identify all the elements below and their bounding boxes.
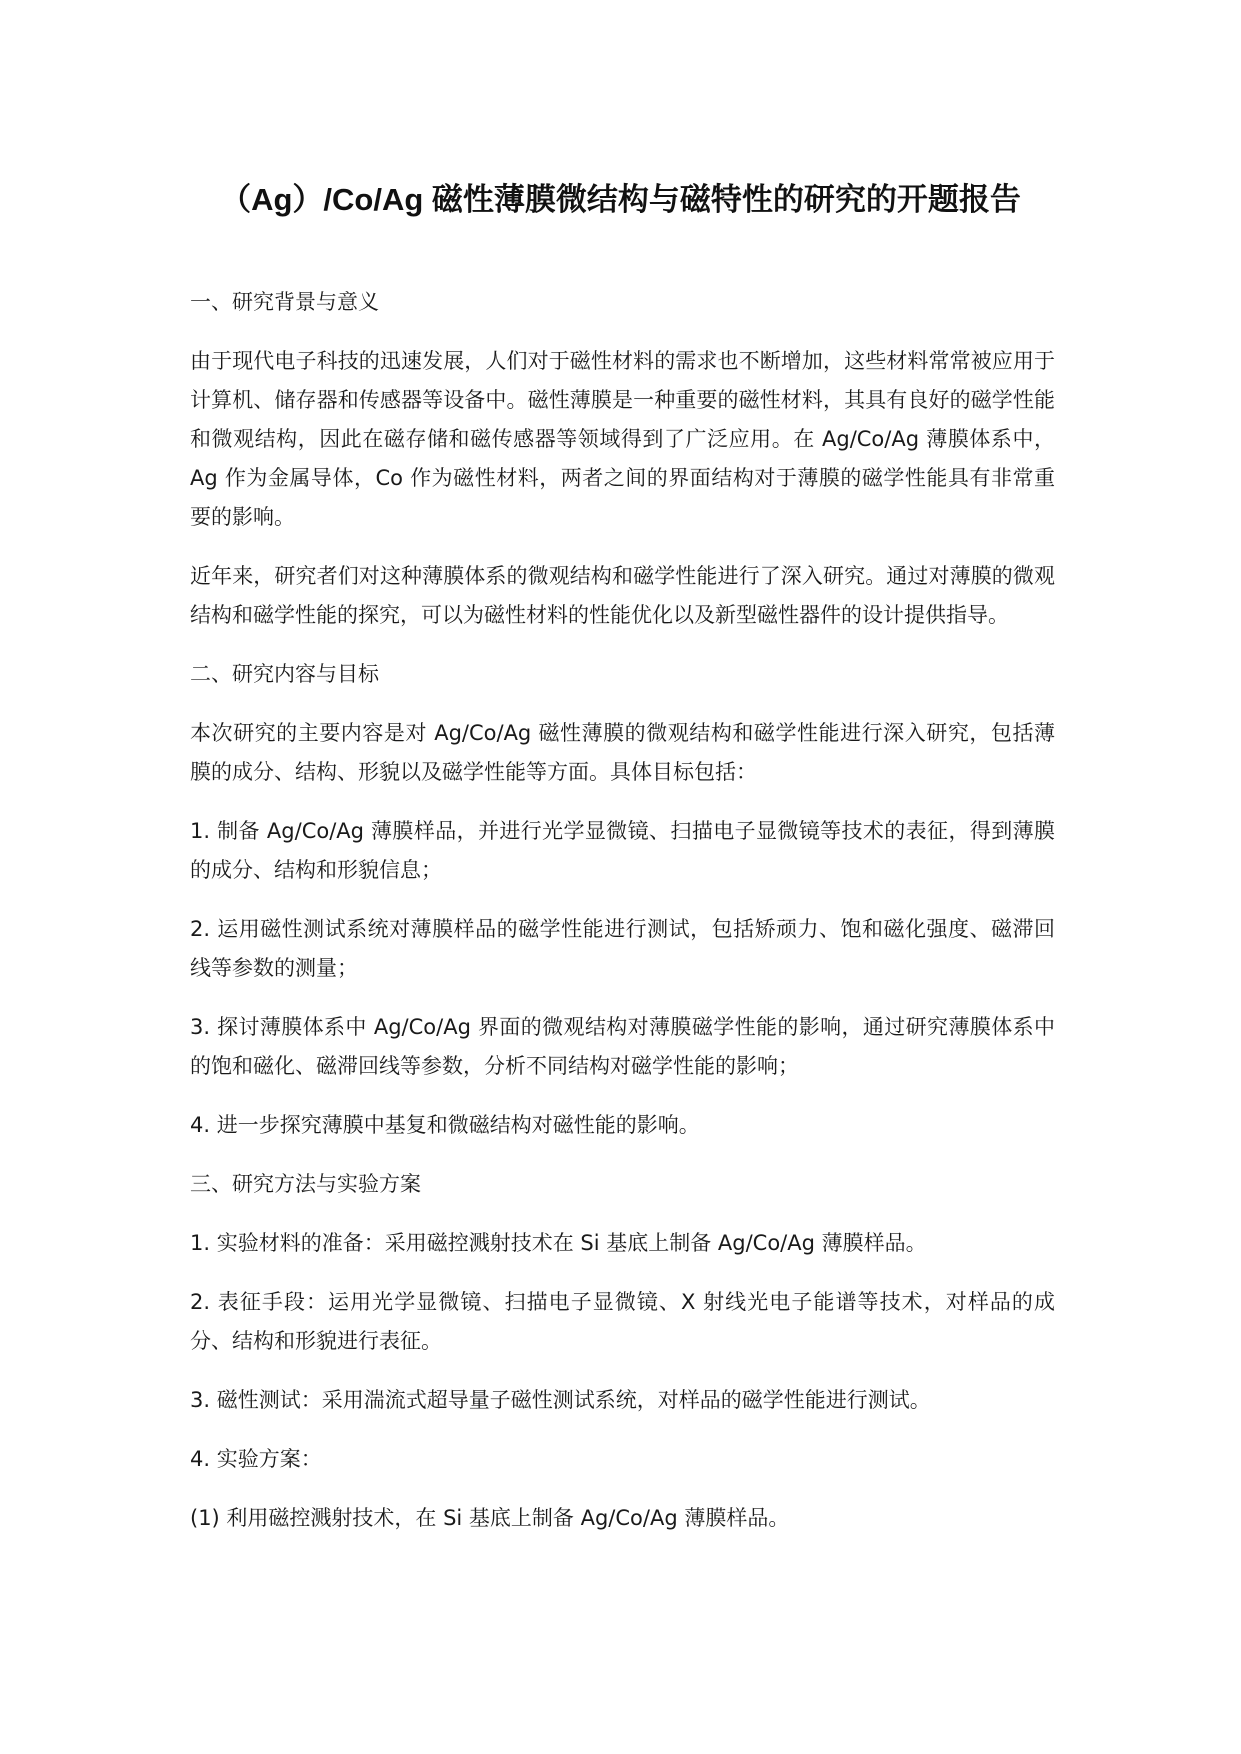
paragraph-content-intro: 本次研究的主要内容是对 Ag/Co/Ag 磁性薄膜的微观结构和磁学性能进行深入研究，包括薄膜的成分、结构、形貌以及磁学性能等方面。具体目标包括：	[190, 721, 1055, 784]
method-item-1: 1. 实验材料的准备：采用磁控溅射技术在 Si 基底上制备 Ag/Co/Ag 薄膜样品。	[190, 1231, 927, 1255]
section-heading-content-goals: 二、研究内容与目标	[190, 662, 379, 686]
paragraph-background-1: 由于现代电子科技的迅速发展，人们对于磁性材料的需求也不断增加，这些材料常常被应用于计算机、储存器和传感器等设备中。磁性薄膜是一种重要的磁性材料，其具有良好的磁学性能和微观结构，因此在磁存储和磁传感器等领域得到了广泛应用。在 Ag/Co/Ag 薄膜体系中，Ag 作为金属导体，Co 作为磁性材料，两者之间的界面结构对于薄膜的磁学性能具有非常重要的影响。	[190, 349, 1055, 529]
method-subitem-1: (1) 利用磁控溅射技术，在 Si 基底上制备 Ag/Co/Ag 薄膜样品。	[190, 1506, 790, 1530]
paragraph-background-2: 近年来，研究者们对这种薄膜体系的微观结构和磁学性能进行了深入研究。通过对薄膜的微观结构和磁学性能的探究，可以为磁性材料的性能优化以及新型磁性器件的设计提供指导。	[190, 564, 1055, 627]
method-item-4: 4. 实验方案：	[190, 1447, 322, 1471]
goal-item-4: 4. 进一步探究薄膜中基复和微磁结构对磁性能的影响。	[190, 1113, 700, 1137]
section-heading-methods: 三、研究方法与实验方案	[190, 1172, 421, 1196]
goal-item-2: 2. 运用磁性测试系统对薄膜样品的磁学性能进行测试，包括矫顽力、饱和磁化强度、磁滞回线等参数的测量；	[190, 917, 1055, 980]
method-item-2: 2. 表征手段：运用光学显微镜、扫描电子显微镜、X 射线光电子能谱等技术，对样品的成分、结构和形貌进行表征。	[190, 1290, 1055, 1353]
goal-item-1: 1. 制备 Ag/Co/Ag 薄膜样品，并进行光学显微镜、扫描电子显微镜等技术的表征，得到薄膜的成分、结构和形貌信息；	[190, 819, 1055, 882]
method-item-3: 3. 磁性测试：采用湍流式超导量子磁性测试系统，对样品的磁学性能进行测试。	[190, 1388, 931, 1412]
section-heading-background: 一、研究背景与意义	[190, 290, 379, 314]
document-title: （Ag）/Co/Ag 磁性薄膜微结构与磁特性的研究的开题报告	[220, 182, 1021, 217]
goal-item-3: 3. 探讨薄膜体系中 Ag/Co/Ag 界面的微观结构对薄膜磁学性能的影响，通过研究薄膜体系中的饱和磁化、磁滞回线等参数，分析不同结构对磁学性能的影响；	[190, 1015, 1055, 1078]
document-body	[190, 283, 1055, 1558]
